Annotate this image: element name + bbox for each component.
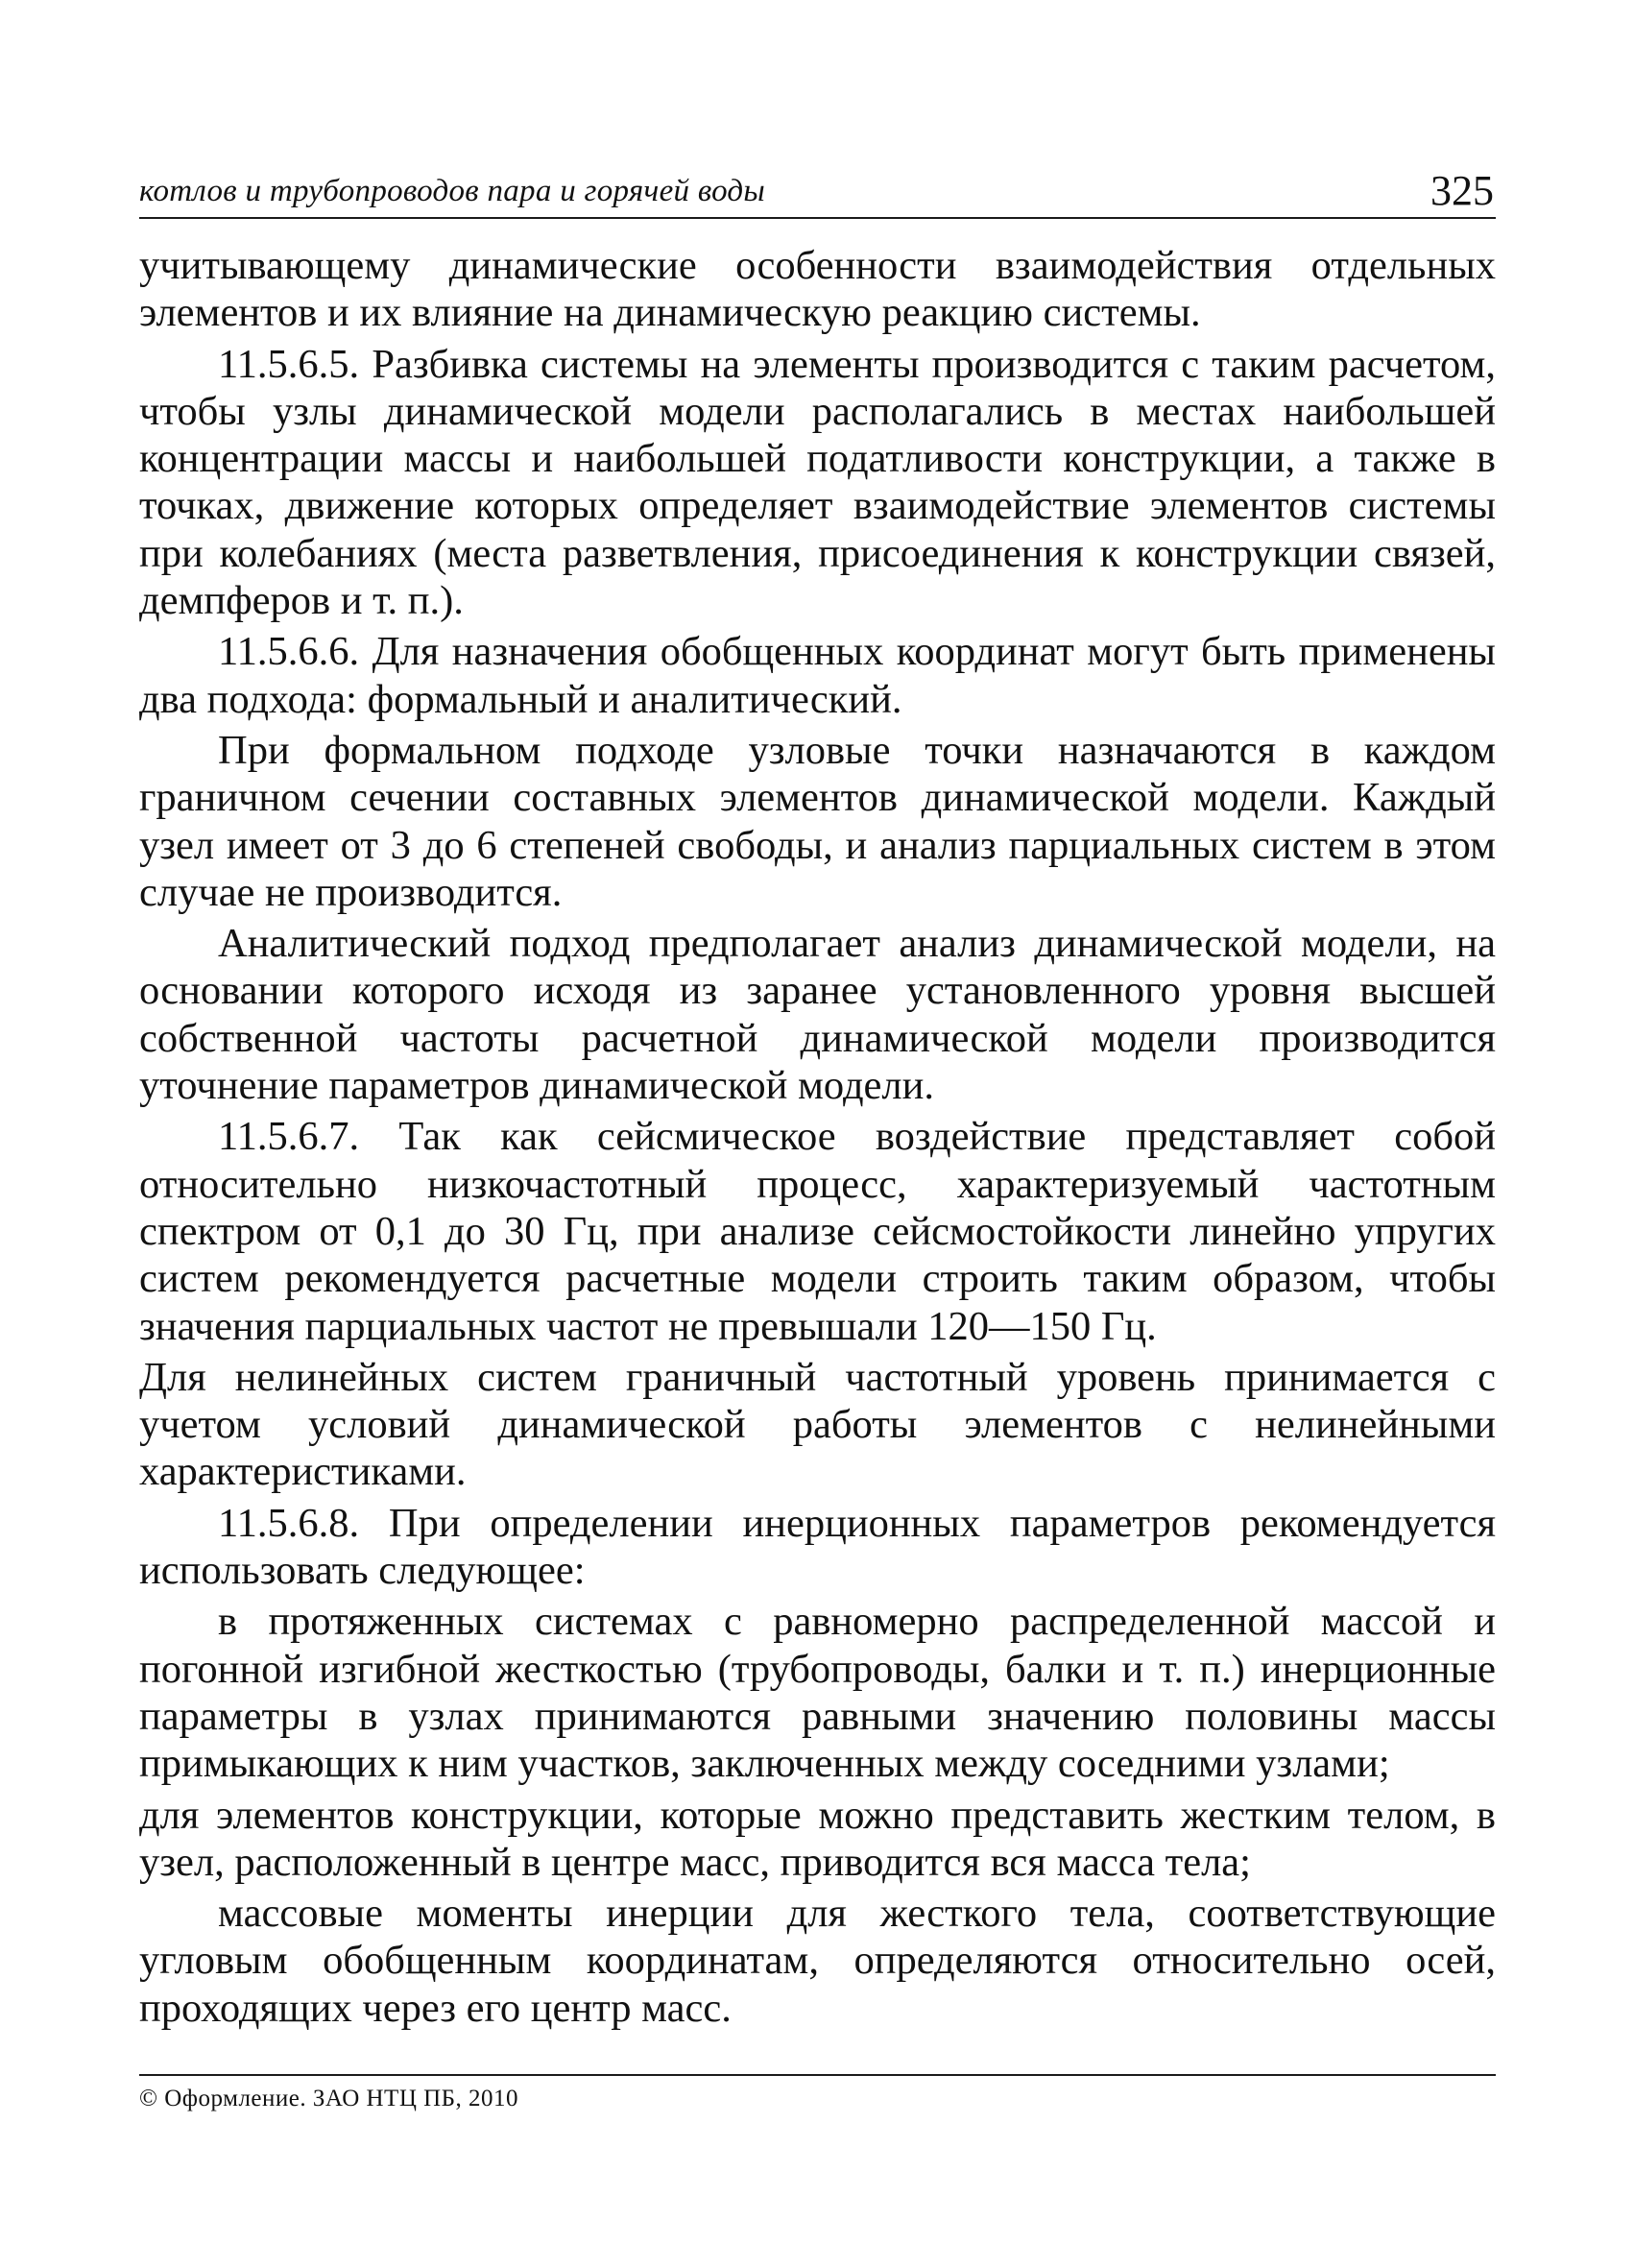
paragraph-rigid-body: для элементов конструкции, которые можно представить жестким телом, в узел, расположенный в центре масс, приводится вся масса тела; — [139, 1792, 1496, 1885]
copyright-notice: © Оформление. ЗАО НТЦ ПБ, 2010 — [139, 2086, 519, 2111]
document-page — [139, 0, 1496, 2268]
paragraph-11-5-6-8: 11.5.6.8. При определении инерционных параметров рекомендуется использовать следующее: — [139, 1500, 1496, 1594]
paragraph-mass-moments: массовые моменты инерции для жесткого тела, соответствующие угловым обобщенным координатам, определяются относительно осей, проходящих через его центр масс. — [139, 1891, 1496, 2031]
running-header — [139, 161, 1496, 219]
body-text — [139, 242, 1496, 2036]
paragraph-nonlinear-systems: Для нелинейных систем граничный частотный уровень принимается с учетом условий динамической работы элементов с нелинейными характеристиками. — [139, 1354, 1496, 1495]
paragraph-formal-approach: При формальном подходе узловые точки назначаются в каждом граничном сечении составных элементов динамической модели. Каждый узел имеет от 3 до 6 степеней свободы, и анализ парциальных систем в этом случае не производится. — [139, 727, 1496, 915]
page-footer — [139, 2074, 1496, 2112]
paragraph-11-5-6-6: 11.5.6.6. Для назначения обобщенных координат могут быть применены два подхода: формальный и аналитический. — [139, 629, 1496, 722]
page-number: 325 — [1430, 167, 1494, 214]
paragraph-continuation: учитывающему динамические особенности взаимодействия отдельных элементов и их влияние на динамическую реакцию системы. — [139, 243, 1496, 336]
paragraph-extended-systems: в протяженных системах с равномерно распределенной массой и погонной изгибной жесткостью (трубопроводы, балки и т. п.) инерционные параметры в узлах принимаются равными значению половины массы примыкающих к ним участков, заключенных между соседними узлами; — [139, 1599, 1496, 1787]
paragraph-11-5-6-7: 11.5.6.7. Так как сейсмическое воздействие представляет собой относительно низкочастотный процесс, характеризуемый частотным спектром от 0,1 до 30 Гц, при анализе сейсмостойкости линейно упругих систем рекомендуется расчетные модели строить таким образом, чтобы значения парциальных частот не превышали 120—150 Гц. — [139, 1114, 1496, 1349]
paragraph-11-5-6-5: 11.5.6.5. Разбивка системы на элементы производится с таким расчетом, чтобы узлы динамической модели располагались в местах наибольшей концентрации массы и наибольшей податливости конструкции, а также в точках, движение которых определяет взаимодействие элементов системы при колебаниях (места разветвления, присоединения к конструкции связей, демпферов и т. п.). — [139, 341, 1496, 624]
running-title: котлов и трубопроводов пара и горячей воды — [139, 174, 766, 208]
paragraph-analytical-approach: Аналитический подход предполагает анализ динамической модели, на основании которого исходя из заранее установленного уровня высшей собственной частоты расчетной динамической модели производится уточнение параметров динамической модели. — [139, 921, 1496, 1109]
